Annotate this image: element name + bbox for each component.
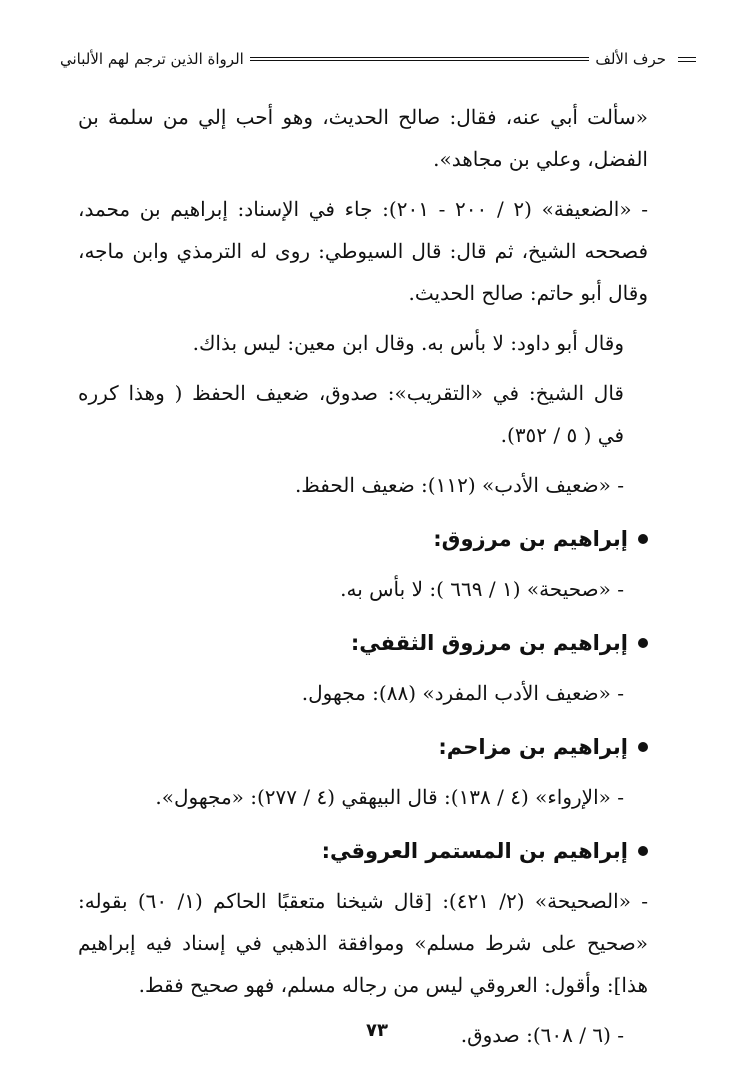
entry-title: إبراهيم بن مرزوق الثقفي:	[350, 631, 628, 655]
paragraph: - «الإرواء» (٤ / ١٣٨): قال البيهقي (٤ / ٢٧٧): «مجهول».	[155, 785, 624, 809]
paragraph: قال الشيخ: في «التقريب»: صدوق، ضعيف الحفظ ( وهذا كرره في ( ٥ / ٣٥٢).	[78, 381, 624, 447]
bullet-icon	[638, 846, 648, 856]
header-section-title: حرف الألف	[595, 50, 666, 68]
paragraph: - (٦ / ٦٠٨): صدوق.	[460, 1023, 624, 1047]
paragraph: - «ضعيف الأدب» (١١٢): ضعيف الحفظ.	[294, 473, 624, 497]
header-rule	[250, 57, 590, 61]
entry-heading	[78, 726, 648, 768]
paragraph: وقال أبو داود: لا بأس به. وقال ابن معين: ليس بذاك.	[192, 331, 624, 355]
header-mark-icon	[678, 57, 696, 62]
entry-title: إبراهيم بن المستمر العروقي:	[321, 839, 628, 863]
entry-title: إبراهيم بن مرزوق:	[433, 527, 628, 551]
paragraph: - «الضعيفة» (٢ / ٢٠٠ - ٢٠١): جاء في الإسناد: إبراهيم بن محمد، فصححه الشيخ، ثم قال: قال السيوطي: روى له الترمذي وابن ماجه، وقال أبو حاتم: صالح الحديث.	[78, 197, 649, 305]
page-number: ٧٣	[366, 1020, 388, 1041]
header-running-title: الرواة الذين ترجم لهم الألباني	[60, 50, 244, 68]
page-body	[78, 96, 648, 1064]
entry-heading	[78, 830, 648, 872]
paragraph: «سألت أبي عنه، فقال: صالح الحديث، وهو أحب إلي من سلمة بن الفضل، وعلي بن مجاهد».	[78, 105, 648, 171]
bullet-icon	[638, 638, 648, 648]
paragraph: - «صحيحة» (١ / ٦٦٩ ): لا بأس به.	[340, 577, 624, 601]
bullet-icon	[638, 534, 648, 544]
entry-title: إبراهيم بن مزاحم:	[438, 735, 628, 759]
bullet-icon	[638, 742, 648, 752]
entry-heading	[78, 622, 648, 664]
entry-heading	[78, 518, 648, 560]
paragraph: - «ضعيف الأدب المفرد» (٨٨): مجهول.	[301, 681, 624, 705]
running-header	[54, 44, 696, 74]
paragraph: - «الصحيحة» (٢/ ٤٢١): [قال شيخنا متعقبًا الحاكم (١/ ٦٠) بقوله: «صحيح على شرط مسلم» وموافقة الذهبي في إسناد فيه إبراهيم هذا]: وأقول: العروقي ليس من رجاله مسلم، فهو صحيح فقط.	[78, 889, 648, 997]
